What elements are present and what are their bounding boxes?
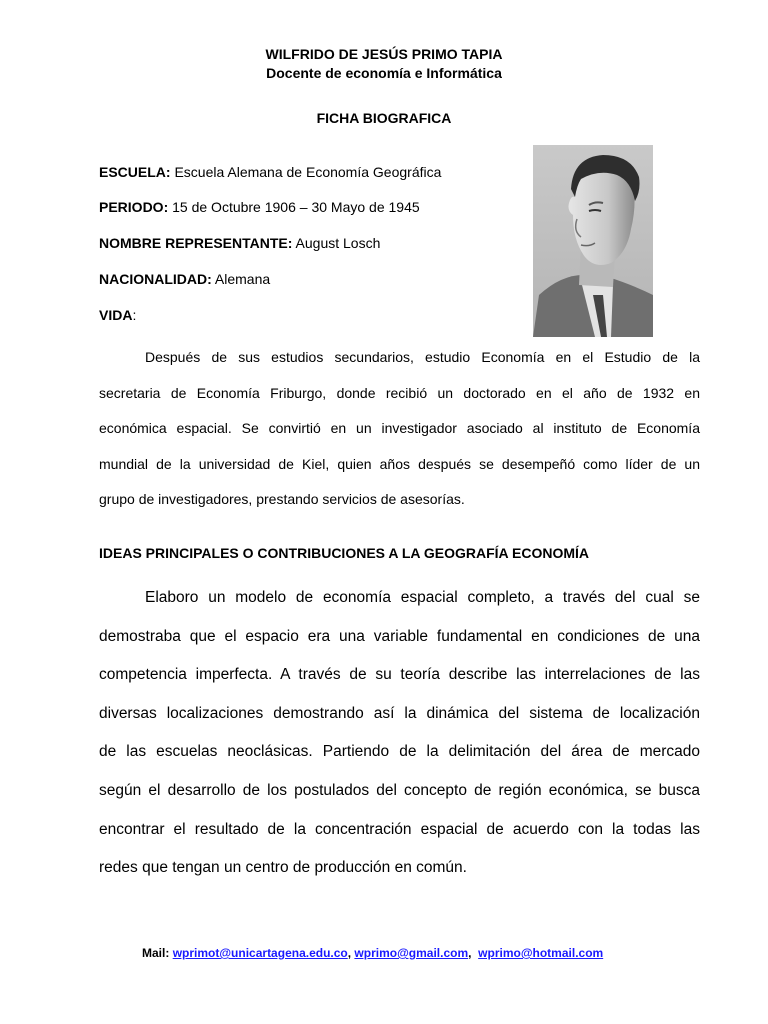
vida-line-5: grupo de investigadores, prestando servicios de asesorías. xyxy=(99,491,465,508)
field-representante-label: NOMBRE REPRESENTANTE: xyxy=(99,235,293,251)
field-vida xyxy=(99,307,136,323)
vida-line-3: económica espacial. Se convirtió en un investigador asociado al instituto de Economía xyxy=(99,420,700,437)
field-nacionalidad-value: Alemana xyxy=(211,271,271,287)
ideas-line-1 xyxy=(99,579,700,618)
ideas-line-8: redes que tengan un centro de producción en común. xyxy=(99,859,467,877)
vida-line-1-text: Después de sus estudios secundarios, estudio Economía en el Estudio de la xyxy=(145,349,700,365)
author-role: Docente de economía e Informática xyxy=(266,65,502,81)
email-link-hotmail[interactable]: wprimo@hotmail.com xyxy=(478,946,604,960)
field-representante-value: August Losch xyxy=(292,235,381,251)
field-periodo-value: 15 de Octubre 1906 – 30 Mayo de 1945 xyxy=(168,199,420,215)
email-link-gmail[interactable]: wprimo@gmail.com xyxy=(354,946,469,960)
field-vida-colon: : xyxy=(132,307,137,323)
field-vida-label: VIDA xyxy=(99,307,133,323)
ideas-line-3: competencia imperfecta. A través de su teoría describe las interrelaciones de las xyxy=(99,666,700,684)
field-nacionalidad-label: NACIONALIDAD: xyxy=(99,271,212,287)
vida-line-4: mundial de la universidad de Kiel, quien años después se desempeñó como líder de un xyxy=(99,455,700,472)
portrait-illustration xyxy=(533,145,653,337)
ideas-line-5: de las escuelas neoclásicas. Partiendo de la delimitación del área de mercado xyxy=(99,743,700,761)
ideas-line-4: diversas localizaciones demostrando así la dinámica del sistema de localización xyxy=(99,704,700,722)
author-name: WILFRIDO DE JESÚS PRIMO TAPIA xyxy=(265,46,503,62)
vida-line-1 xyxy=(99,340,700,376)
field-periodo xyxy=(99,199,420,215)
ideas-line-2: demostraba que el espacio era una variable fundamental en condiciones de una xyxy=(99,627,700,645)
field-escuela-value: Escuela Alemana de Economía Geográfica xyxy=(170,164,442,180)
field-nacionalidad xyxy=(99,271,270,287)
email-link-unicartagena[interactable]: wprimot@unicartagena.edu.co xyxy=(172,946,348,960)
ideas-line-7: encontrar el resultado de la concentración espacial de acuerdo con la todas las xyxy=(99,820,700,838)
vida-paragraph xyxy=(99,340,700,518)
field-escuela-label: ESCUELA: xyxy=(99,164,171,180)
footer-contact xyxy=(142,946,603,960)
mail-label: Mail: xyxy=(142,946,170,960)
document-title: FICHA BIOGRAFICA xyxy=(316,110,452,126)
email-separator-2: , xyxy=(468,946,479,960)
ideas-line-1-text: Elaboro un modelo de economía espacial completo, a través del cual se xyxy=(145,589,700,606)
vida-line-2: secretaria de Economía Friburgo, donde recibió un doctorado en el año de 1932 en xyxy=(99,384,700,401)
ideas-heading: IDEAS PRINCIPALES O CONTRIBUCIONES A LA GEOGRAFÍA ECONOMÍA xyxy=(99,545,590,561)
ideas-paragraph xyxy=(99,579,700,888)
ideas-line-6: según el desarrollo de los postulados del concepto de región económica, se busca xyxy=(99,781,700,799)
field-periodo-label: PERIODO: xyxy=(99,199,169,215)
field-representante xyxy=(99,235,380,251)
field-escuela xyxy=(99,164,441,180)
portrait-photo xyxy=(533,145,653,337)
email-separator-1: , xyxy=(347,946,355,960)
